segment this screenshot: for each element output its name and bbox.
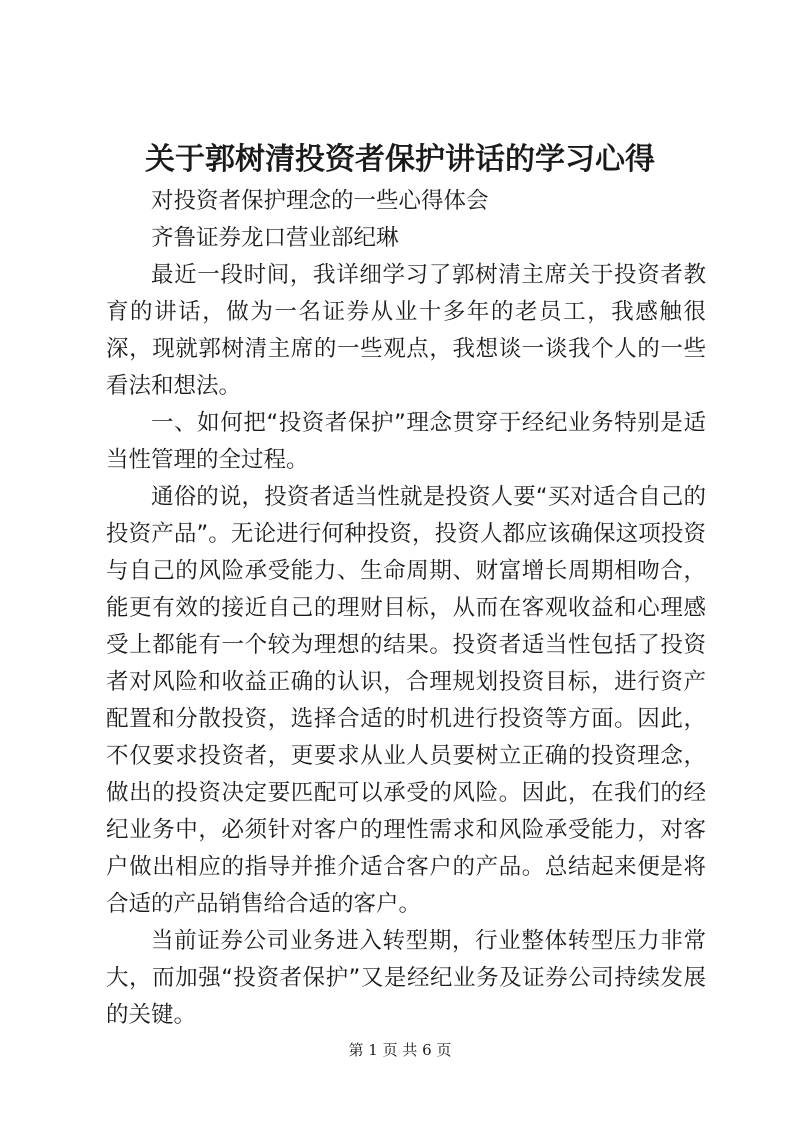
body-paragraph: 通俗的说，投资者适当性就是投资人要“买对适合自己的投资产品”。无论进行何种投资，投资人都应该确保这项投资与自己的风险承受能力、生命周期、财富增长周期相吻合，能更有效的接近自己的理财目标，从而在客观收益和心理感受上都能有一个较为理想的结果。投资者适当性包括了投资者对风险和收益正确的认识，合理规划投资目标，进行资产配置和分散投资，选择合适的时机进行投资等方面。因此，不仅要求投资者，更要求从业人员要树立正确的投资理念，做出的投资决定要匹配可以承受的风险。因此，在我们的经纪业务中，必须针对客户的理性需求和风险承受能力，对客户做出相应的指导并推介适合客户的产品。总结起来便是将合适的产品销售给合适的客户。: [106, 484, 706, 917]
page-footer: 第 1 页 共 6 页: [348, 1041, 452, 1059]
body-paragraph: 当前证券公司业务进入转型期，行业整体转型压力非常大，而加强“投资者保护”又是经纪业务及证券公司持续发展的关键。: [106, 928, 706, 1028]
subtitle-paragraph: 对投资者保护理念的一些心得体会: [151, 188, 489, 214]
author-paragraph: 齐鲁证券龙口营业部纪琳: [151, 225, 399, 251]
document-body: [106, 183, 706, 1034]
section-heading-paragraph: 一、如何把“投资者保护”理念贯穿于经纪业务特别是适当性管理的全过程。: [106, 410, 706, 473]
document-title: 关于郭树清投资者保护讲话的学习心得: [145, 142, 655, 177]
intro-paragraph: 最近一段时间，我详细学习了郭树清主席关于投资者教育的讲话，做为一名证券从业十多年的老员工，我感触很深，现就郭树清主席的一些观点，我想谈一谈我个人的一些看法和想法。: [106, 262, 706, 399]
